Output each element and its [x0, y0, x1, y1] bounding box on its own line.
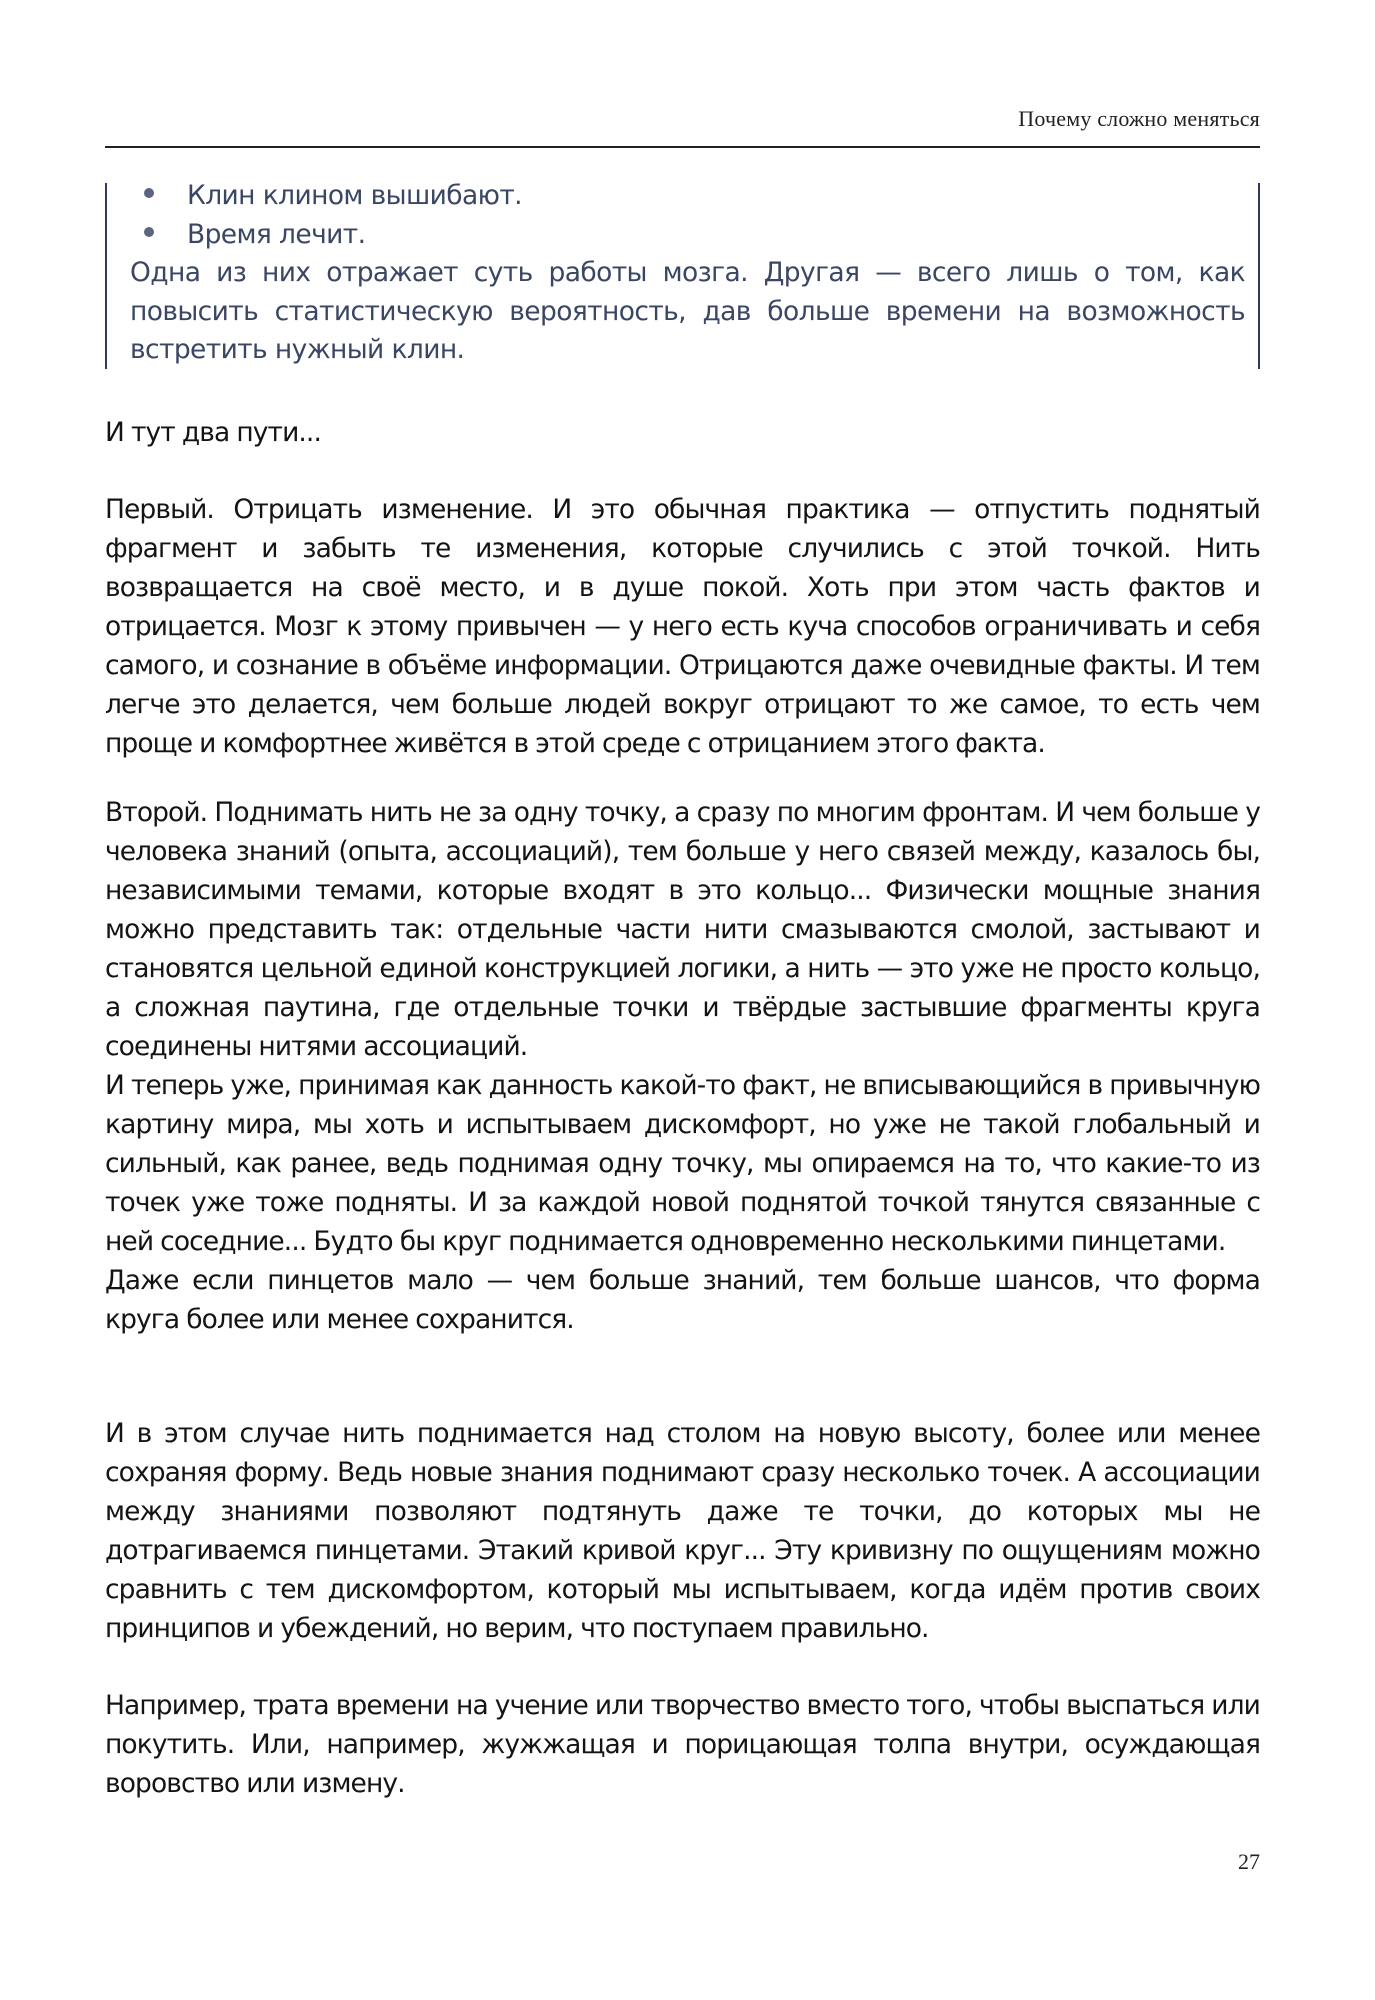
callout-left-bar — [105, 183, 107, 369]
callout-body — [130, 177, 1245, 370]
example-paragraph — [105, 1686, 1260, 1803]
header-rule — [105, 146, 1260, 148]
intro-paragraph — [105, 413, 1260, 452]
callout-bullet-item — [130, 177, 1245, 216]
callout-box — [105, 180, 1260, 369]
bullet-dot-icon — [144, 227, 154, 237]
callout-right-bar — [1258, 183, 1260, 369]
callout-bullet-text: Клин клином вышибают. — [187, 180, 523, 211]
first-way-paragraph — [105, 490, 1260, 763]
in-this-case-paragraph — [105, 1414, 1260, 1648]
paragraph-text: Второй. Поднимать нить не за одну точку, а сразу по многим фронтам. И чем больше у человека знаний (опыта, ассоциаций), тем больше у него связей между, казалось бы, независимыми темами, которые входят в это кольцо... Физически мощные знания можно представить так: отдельные части нити смазываются смолой, застывают и становятся цельной единой конструкцией логики, а нить — это уже не просто кольцо, а сложная паутина, где отдельные точки и твёрдые застывшие фрагменты круга соединены нитями ассоциаций. — [105, 797, 1260, 1062]
running-header-title: Почему сложно меняться — [1018, 106, 1260, 131]
callout-paragraph: Одна из них отражает суть работы мозга. Другая — всего лишь о том, как повысить статистическую вероятность, дав больше времени на возможность встретить нужный клин. — [130, 257, 1245, 365]
callout-bullet-text: Время лечит. — [187, 218, 366, 250]
callout-bullet-item — [130, 216, 1245, 255]
paragraph-text: И в этом случае нить поднимается над столом на новую высоту, более или менее сохраняя форму. Ведь новые знания поднимают сразу несколько точек. А ассоциации между знаниями позволяют подтянуть даже те точки, до которых мы не дотрагиваемся пинцетами. Этакий кривой круг... Эту кривизну по ощущениям можно сравнить с тем дискомфортом, который мы испытываем, когда идём против своих принципов и убеждений, но верим, что поступаем правильно. — [105, 1418, 1260, 1644]
paragraph-text: Даже если пинцетов мало — чем больше знаний, тем больше шансов, что форма круга более или менее сохранится. — [105, 1265, 1260, 1335]
paragraph-text: И тут два пути... — [105, 417, 321, 448]
bullet-dot-icon — [144, 188, 154, 198]
paragraph-text: И теперь уже, принимая как данность какой-то факт, не вписывающийся в привычную картину мира, мы хоть и испытываем дискомфорт, но уже не такой глобальный и сильный, как ранее, ведь поднимая одну точку, мы опираемся на то, что какие-то из точек уже тоже подняты. И за каждой новой поднятой точкой тянутся связанные с ней соседние... Будто бы круг поднимается одновременно несколькими пинцетами. — [105, 1070, 1260, 1257]
page-number: 27 — [1238, 1849, 1260, 1874]
paragraph-text: Например, трата времени на учение или творчество вместо того, чтобы выспаться или покутить. Или, например, жужжащая и порицающая толпа внутри, осуждающая воровство или измену. — [105, 1690, 1260, 1799]
paragraph-text: Первый. Отрицать изменение. И это обычная практика — отпустить поднятый фрагмент и забыть те изменения, которые случились с этой точкой. Нить возвращается на своё место, и в душе покой. Хоть при этом часть фактов и отрицается. Мозг к этому привычен — у него есть куча способов ограничивать и себя самого, и сознание в объёме информации. Отрицаются даже очевидные факты. И тем легче это делается, чем больше людей вокруг отрицают то же самое, то есть чем проще и комфортнее живётся в этой среде с отрицанием этого факта. — [105, 494, 1260, 759]
second-way-section — [105, 793, 1260, 1339]
